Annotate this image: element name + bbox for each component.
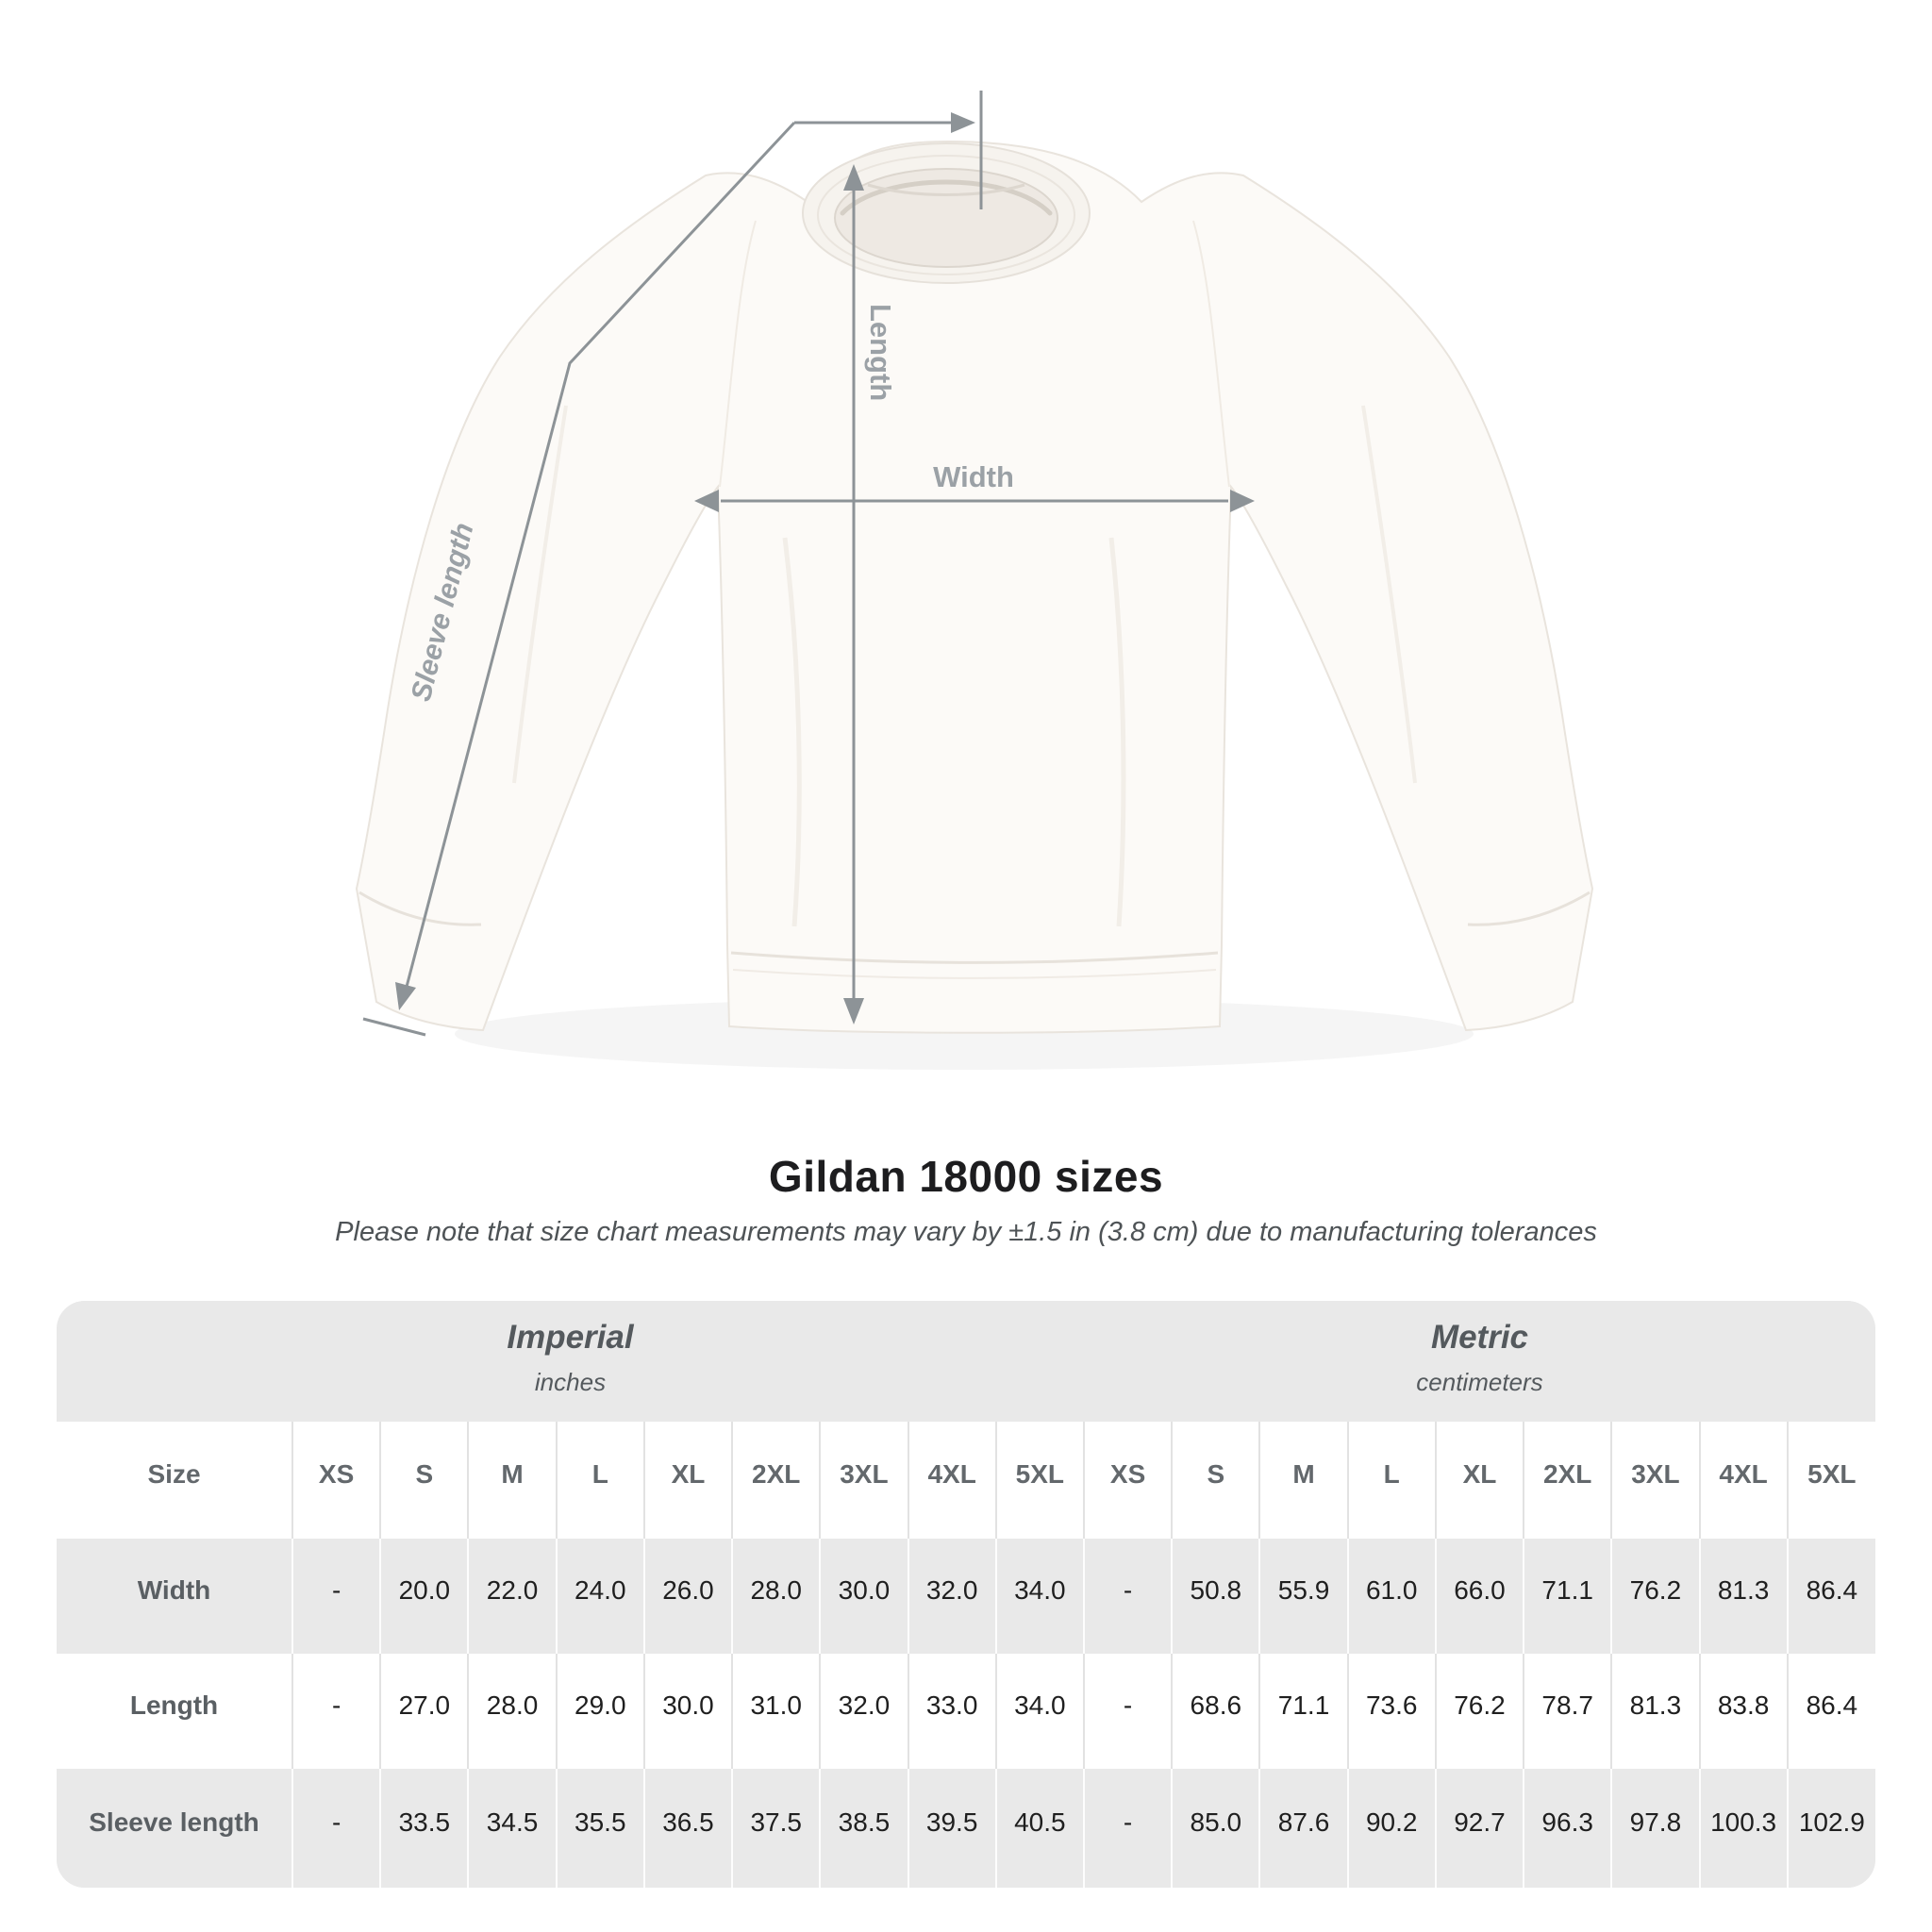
size-col-header: 5XL xyxy=(996,1422,1084,1539)
size-col-header: XL xyxy=(1436,1422,1524,1539)
size-col-header: L xyxy=(557,1422,644,1539)
value-cell: 66.0 xyxy=(1436,1539,1524,1654)
value-cell: 97.8 xyxy=(1611,1769,1699,1888)
value-cell: 20.0 xyxy=(380,1539,468,1654)
value-cell: 33.5 xyxy=(380,1769,468,1888)
metric-label: Metric xyxy=(1430,1318,1529,1356)
value-cell: 87.6 xyxy=(1259,1769,1347,1888)
value-cell: 37.5 xyxy=(732,1769,820,1888)
tolerance-note: Please note that size chart measurements may vary by ±1.5 in (3.8 cm) due to manufacturing tolerances xyxy=(335,1217,1597,1247)
value-cell: 27.0 xyxy=(380,1654,468,1769)
size-col-header: S xyxy=(380,1422,468,1539)
value-cell: 26.0 xyxy=(644,1539,732,1654)
value-cell: 85.0 xyxy=(1172,1769,1259,1888)
value-cell: 22.0 xyxy=(468,1539,556,1654)
value-cell: 100.3 xyxy=(1700,1769,1788,1888)
size-col-header: L xyxy=(1348,1422,1436,1539)
size-header-cell: Size xyxy=(57,1422,292,1539)
value-cell: 30.0 xyxy=(820,1539,908,1654)
value-cell: 28.0 xyxy=(732,1539,820,1654)
value-cell: 34.0 xyxy=(996,1539,1084,1654)
table-row-length xyxy=(57,1654,1875,1769)
value-cell: 34.5 xyxy=(468,1769,556,1888)
size-chart-title: Gildan 18000 sizes xyxy=(768,1152,1164,1201)
value-cell: 73.6 xyxy=(1348,1654,1436,1769)
size-col-header: XL xyxy=(644,1422,732,1539)
value-cell: 96.3 xyxy=(1524,1769,1611,1888)
value-cell: 55.9 xyxy=(1259,1539,1347,1654)
value-cell: 40.5 xyxy=(996,1769,1084,1888)
size-table xyxy=(57,1301,1875,1888)
value-cell: 86.4 xyxy=(1788,1539,1875,1654)
value-cell: - xyxy=(1084,1769,1172,1888)
length-measure-label: Length xyxy=(864,304,897,402)
value-cell: - xyxy=(1084,1654,1172,1769)
size-col-header: 4XL xyxy=(908,1422,996,1539)
table-row-width xyxy=(57,1539,1875,1654)
size-col-header: M xyxy=(468,1422,556,1539)
value-cell: 90.2 xyxy=(1348,1769,1436,1888)
size-col-header: XS xyxy=(292,1422,380,1539)
size-col-header: S xyxy=(1172,1422,1259,1539)
size-col-header: M xyxy=(1259,1422,1347,1539)
value-cell: 83.8 xyxy=(1700,1654,1788,1769)
size-col-header: 5XL xyxy=(1788,1422,1875,1539)
value-cell: 81.3 xyxy=(1611,1654,1699,1769)
imperial-group-header xyxy=(57,1301,1084,1422)
row-label: Length xyxy=(57,1654,292,1769)
value-cell: 29.0 xyxy=(557,1654,644,1769)
value-cell: - xyxy=(292,1769,380,1888)
value-cell: - xyxy=(1084,1539,1172,1654)
metric-group-header xyxy=(1084,1301,1875,1422)
value-cell: - xyxy=(292,1539,380,1654)
value-cell: 35.5 xyxy=(557,1769,644,1888)
value-cell: - xyxy=(292,1654,380,1769)
value-cell: 24.0 xyxy=(557,1539,644,1654)
value-cell: 102.9 xyxy=(1788,1769,1875,1888)
value-cell: 86.4 xyxy=(1788,1654,1875,1769)
size-col-header: 2XL xyxy=(1524,1422,1611,1539)
arrow-right-top xyxy=(951,112,975,133)
size-col-header: 2XL xyxy=(732,1422,820,1539)
table-row-sleeve-length xyxy=(57,1769,1875,1888)
value-cell: 32.0 xyxy=(908,1539,996,1654)
value-cell: 71.1 xyxy=(1259,1654,1347,1769)
imperial-unit: inches xyxy=(534,1367,607,1396)
value-cell: 36.5 xyxy=(644,1769,732,1888)
width-measure-label: Width xyxy=(933,460,1014,493)
value-cell: 76.2 xyxy=(1436,1654,1524,1769)
size-col-header: 3XL xyxy=(820,1422,908,1539)
value-cell: 38.5 xyxy=(820,1769,908,1888)
metric-unit: centimeters xyxy=(1416,1367,1543,1396)
size-table-container xyxy=(57,1301,1875,1888)
imperial-label: Imperial xyxy=(507,1318,634,1356)
row-label: Sleeve length xyxy=(57,1769,292,1888)
unit-group-header-row xyxy=(57,1301,1875,1422)
value-cell: 61.0 xyxy=(1348,1539,1436,1654)
size-col-header: XS xyxy=(1084,1422,1172,1539)
sleeve-end-tick xyxy=(363,1019,425,1035)
value-cell: 68.6 xyxy=(1172,1654,1259,1769)
sleeve-measure-label: Sleeve length xyxy=(405,520,480,705)
value-cell: 31.0 xyxy=(732,1654,820,1769)
size-col-header: 4XL xyxy=(1700,1422,1788,1539)
value-cell: 32.0 xyxy=(820,1654,908,1769)
value-cell: 39.5 xyxy=(908,1769,996,1888)
size-col-header: 3XL xyxy=(1611,1422,1699,1539)
value-cell: 33.0 xyxy=(908,1654,996,1769)
size-header-row xyxy=(57,1422,1875,1539)
value-cell: 30.0 xyxy=(644,1654,732,1769)
value-cell: 34.0 xyxy=(996,1654,1084,1769)
value-cell: 71.1 xyxy=(1524,1539,1611,1654)
value-cell: 78.7 xyxy=(1524,1654,1611,1769)
value-cell: 81.3 xyxy=(1700,1539,1788,1654)
value-cell: 50.8 xyxy=(1172,1539,1259,1654)
row-label: Width xyxy=(57,1539,292,1654)
value-cell: 76.2 xyxy=(1611,1539,1699,1654)
value-cell: 28.0 xyxy=(468,1654,556,1769)
value-cell: 92.7 xyxy=(1436,1769,1524,1888)
